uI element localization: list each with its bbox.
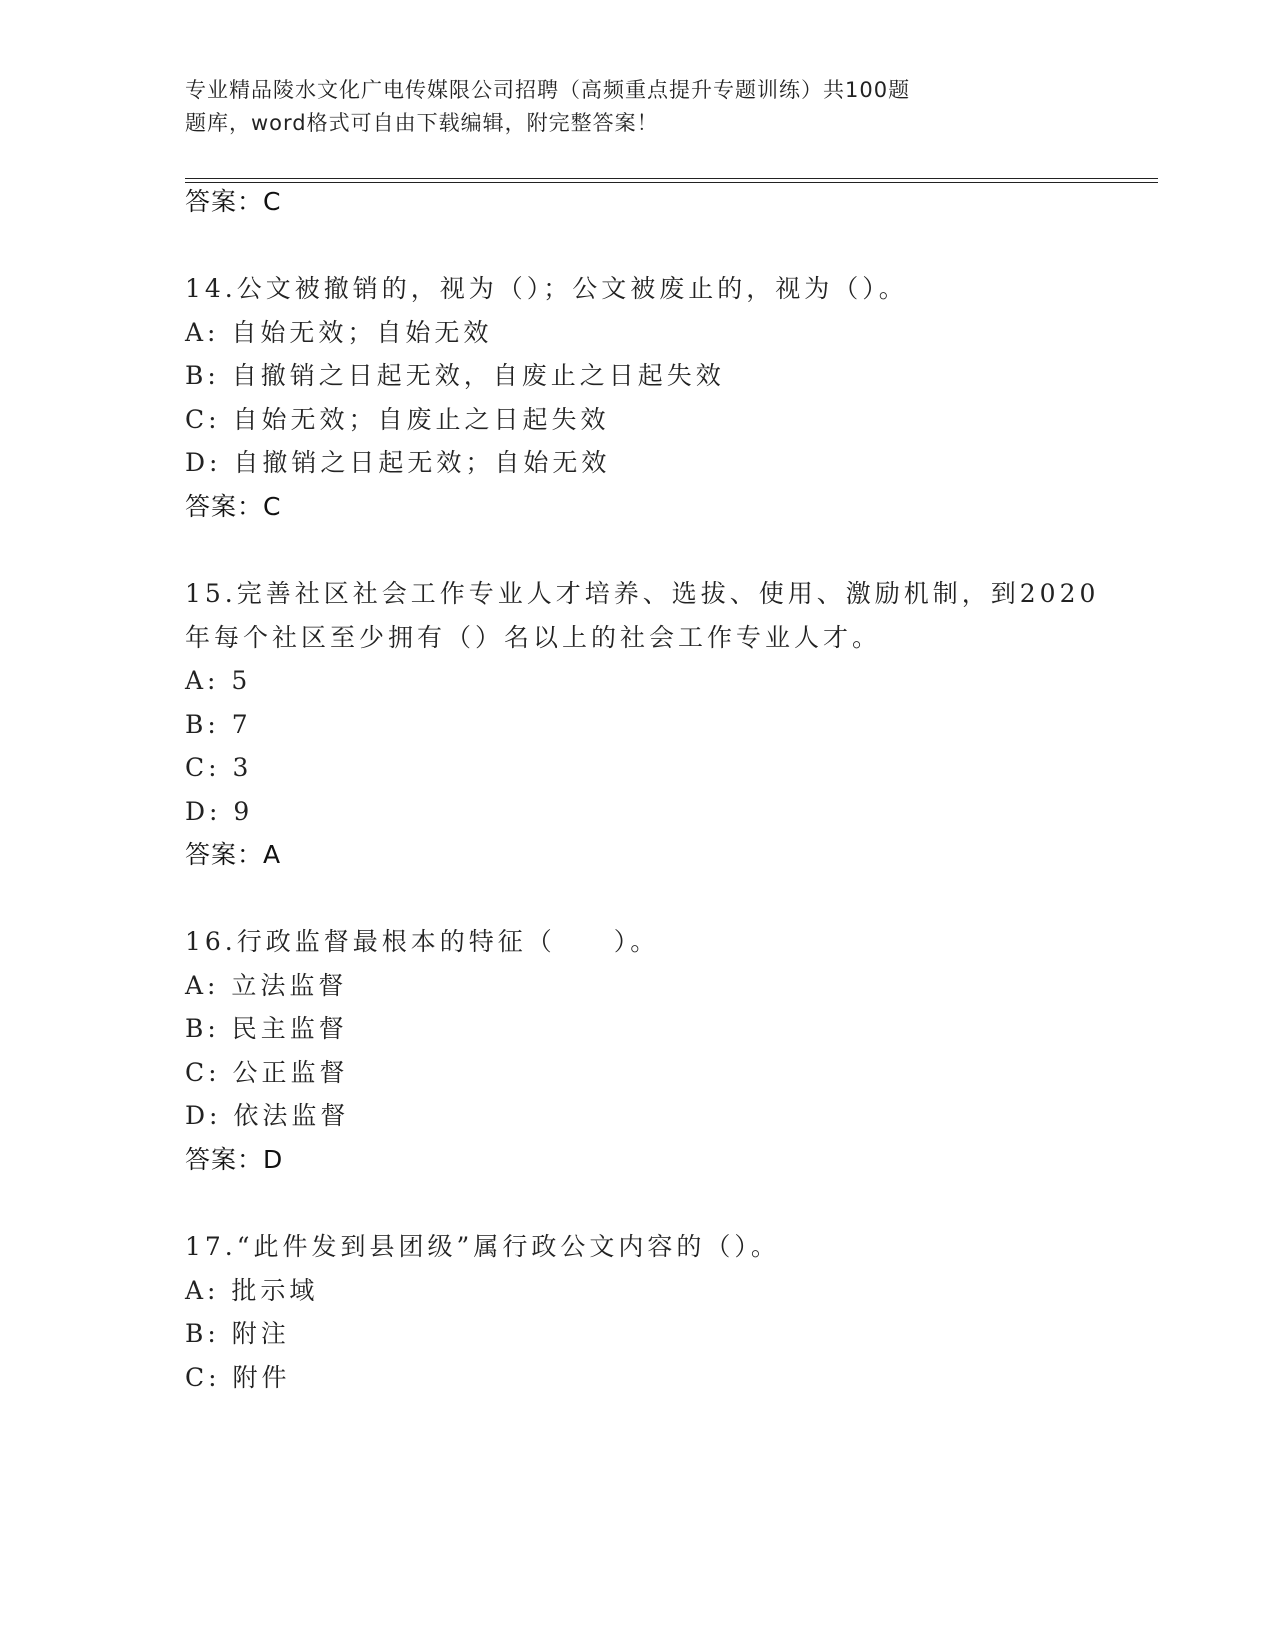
header-divider [185,178,1158,179]
question-16-option-d: D: 依法监督 [185,1101,350,1130]
question-17-option-c: C: 附件 [185,1363,291,1392]
question-17-stem: 17.“此件发到县团级”属行政公文内容的（）。 [185,1232,780,1261]
question-14-option-d: D: 自撤销之日起无效；自始无效 [185,448,611,477]
answer-15: 答案：A [185,840,282,869]
header-line-2: 题库，word格式可自由下载编辑，附完整答案！ [185,111,659,135]
question-15-option-d: D: 9 [185,797,254,826]
answer-14: 答案：C [185,492,282,521]
question-14-stem: 14.公文被撤销的，视为（）；公文被废止的，视为（）。 [185,274,908,303]
question-16-option-a: A: 立法监督 [185,971,348,1000]
question-15-stem-line-2: 年每个社区至少拥有（）名以上的社会工作专业人才。 [185,623,882,652]
question-17-option-a: A: 批示域 [185,1276,319,1305]
question-14-option-b: B: 自撤销之日起无效，自废止之日起失效 [185,361,725,390]
answer-13: 答案：C [185,187,282,216]
question-15-option-a: A: 5 [185,666,252,695]
document-header [185,74,1045,140]
question-17-option-b: B: 附注 [185,1319,290,1348]
question-14-option-c: C: 自始无效；自废止之日起失效 [185,405,610,434]
question-15-stem-line-1: 15.完善社区社会工作专业人才培养、选拔、使用、激励机制，到2020 [185,579,1100,608]
header-line-1: 专业精品陵水文化广电传媒限公司招聘（高频重点提升专题训练）共100题 [185,78,911,102]
question-16-option-b: B: 民主监督 [185,1014,348,1043]
header-divider-double [185,182,1158,183]
question-16-stem: 16.行政监督最根本的特征（ ）。 [185,927,660,956]
question-15-option-c: C: 3 [185,753,253,782]
question-15-option-b: B: 7 [185,710,252,739]
question-14-option-a: A: 自始无效；自始无效 [185,318,493,347]
question-16-option-c: C: 公正监督 [185,1058,349,1087]
answer-16: 答案：D [185,1145,284,1174]
